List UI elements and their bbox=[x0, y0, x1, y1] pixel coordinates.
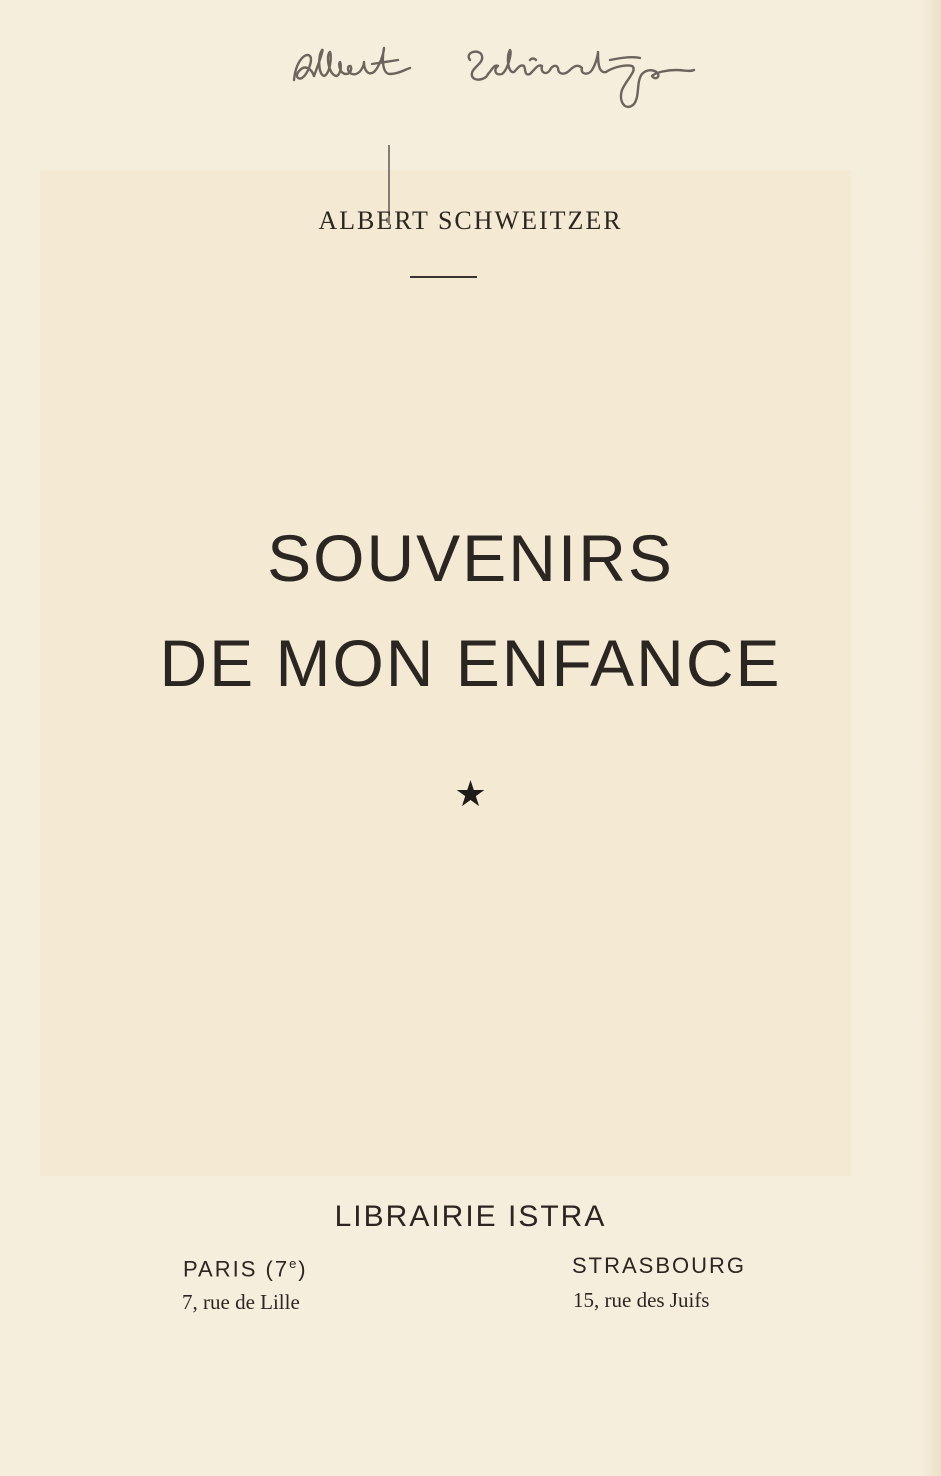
strasbourg-address: 15, rue des Juifs bbox=[573, 1288, 710, 1312]
book-title-line-2: DE MON ENFANCE bbox=[159, 626, 782, 700]
strasbourg-location: STRASBOURG bbox=[572, 1253, 747, 1278]
divider-rule bbox=[410, 276, 477, 278]
paris-arrondissement-superscript: e bbox=[289, 1256, 299, 1271]
paris-city-text: PARIS (7 bbox=[183, 1256, 290, 1282]
star-ornament: ★ bbox=[454, 774, 487, 814]
book-title-line-1: SOUVENIRS bbox=[267, 521, 674, 595]
paris-address: 7, rue de Lille bbox=[182, 1290, 300, 1314]
handwritten-signature bbox=[280, 30, 760, 120]
publisher-name: LIBRAIRIE ISTRA bbox=[334, 1200, 607, 1233]
author-name: ALBERT SCHWEITZER bbox=[318, 206, 623, 235]
paris-location bbox=[183, 1256, 308, 1282]
paris-city-close: ) bbox=[298, 1256, 308, 1282]
